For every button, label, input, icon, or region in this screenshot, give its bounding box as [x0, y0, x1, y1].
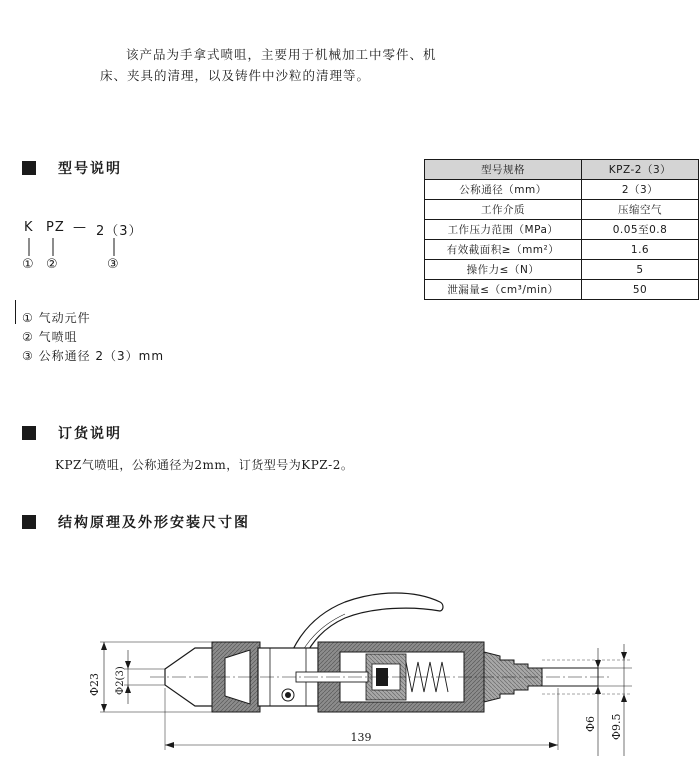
spec-value: 5 — [582, 260, 699, 280]
intro-paragraph — [100, 44, 480, 86]
model-code-pz: PZ — [46, 220, 65, 235]
section-bullet-model — [22, 161, 36, 175]
spec-header-model: 型号规格 — [425, 160, 582, 180]
table-row — [425, 180, 699, 200]
section-title-structure: 结构原理及外形安装尺寸图 — [58, 515, 250, 531]
spec-label: 工作介质 — [425, 200, 582, 220]
table-row — [425, 220, 699, 240]
spec-label: 泄漏量≤（cm³/min） — [425, 280, 582, 300]
section-bullet-order — [22, 426, 36, 440]
dim-phi23: Φ23 — [88, 672, 101, 696]
intro-line-2: 床、夹具的清理，以及铸件中沙粒的清理等。 — [100, 68, 371, 83]
spec-label: 有效截面积≥（mm²） — [425, 240, 582, 260]
section-title-order: 订货说明 — [58, 426, 122, 442]
model-code-marker-2: ② — [46, 257, 58, 272]
spec-table-header — [425, 160, 699, 180]
model-code-connectors — [0, 236, 140, 260]
spec-value: 2（3） — [582, 180, 699, 200]
structure-drawing — [0, 560, 700, 774]
spec-table — [424, 159, 699, 300]
dim-phi6: Φ6 — [584, 715, 597, 732]
model-code-k: K — [24, 220, 34, 235]
spec-label: 操作力≤（N） — [425, 260, 582, 280]
section-bullet-structure — [22, 515, 36, 529]
spec-value: 1.6 — [582, 240, 699, 260]
model-code-marker-3: ③ — [107, 257, 119, 272]
spec-label: 工作压力范围（MPa） — [425, 220, 582, 240]
table-row — [425, 240, 699, 260]
model-code-dash: — — [73, 220, 87, 235]
section-title-model: 型号说明 — [58, 161, 122, 177]
legend-item-1: ① 气动元件 — [22, 311, 91, 325]
dim-phi9-5: Φ9.5 — [610, 713, 623, 740]
dim-phi2-3: Φ2(3) — [115, 666, 126, 695]
dim-139: 139 — [350, 731, 372, 744]
spec-header-value: KPZ-2（3） — [582, 160, 699, 180]
spec-value: 0.05至0.8 — [582, 220, 699, 240]
legend-marker-line — [15, 300, 16, 324]
order-description: KPZ气喷咀，公称通径为2mm，订货型号为KPZ-2。 — [55, 458, 354, 472]
table-row — [425, 200, 699, 220]
table-row — [425, 280, 699, 300]
table-row — [425, 260, 699, 280]
model-code-size: 2（3） — [96, 224, 143, 239]
spec-label: 公称通径（mm） — [425, 180, 582, 200]
model-code-marker-1: ① — [22, 257, 34, 272]
spec-value: 50 — [582, 280, 699, 300]
legend-item-2: ② 气喷咀 — [22, 330, 78, 344]
spec-value: 压缩空气 — [582, 200, 699, 220]
legend-item-3: ③ 公称通径 2（3）mm — [22, 349, 165, 363]
intro-line-1: 该产品为手拿式喷咀，主要用于机械加工中零件、机 — [126, 47, 437, 62]
